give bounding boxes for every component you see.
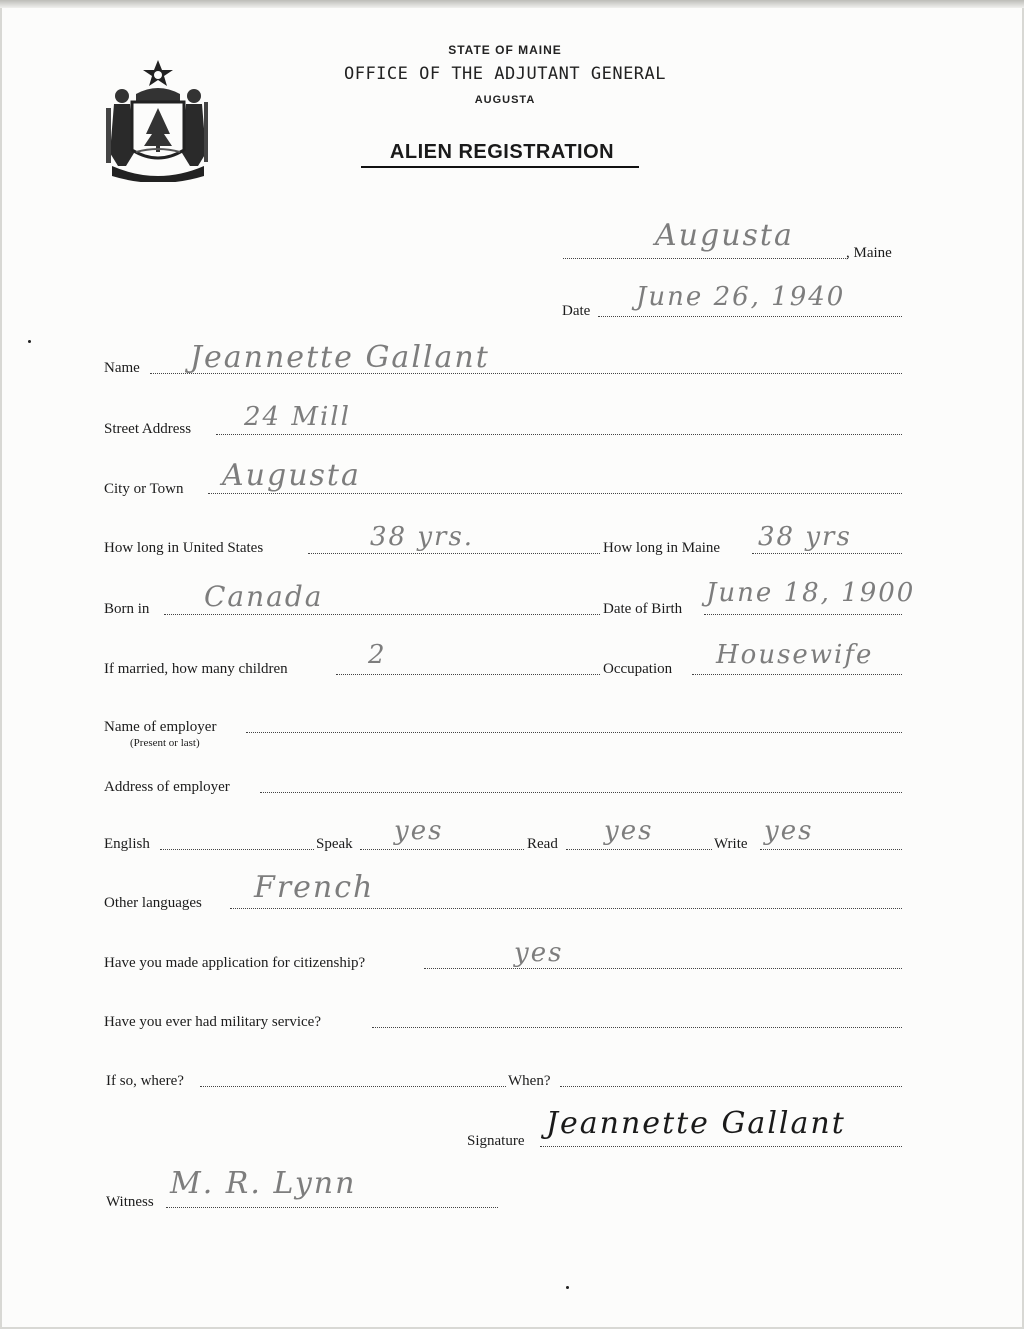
read-line — [566, 849, 712, 850]
place-value: Augusta — [655, 218, 794, 253]
street-value: 24 Mill — [244, 402, 351, 432]
dob-label: Date of Birth — [603, 601, 683, 617]
city-line — [208, 493, 902, 494]
how-long-us-line — [308, 553, 600, 554]
speak-value: yes — [394, 816, 444, 846]
signature-line — [540, 1146, 902, 1147]
form-title: ALIEN REGISTRATION — [389, 141, 615, 163]
dob-line — [704, 614, 902, 615]
where-label: If so, where? — [106, 1073, 184, 1089]
when-line — [560, 1086, 902, 1087]
state-seal-icon — [104, 58, 212, 182]
born-in-line — [164, 614, 600, 615]
how-long-maine-value: 38 yrs — [758, 522, 852, 552]
employer-address-label: Address of employer — [104, 779, 230, 795]
citizenship-value: yes — [514, 938, 564, 968]
witness-line — [166, 1207, 498, 1208]
street-line — [216, 434, 902, 435]
title-underline — [361, 166, 639, 168]
city-heading: AUGUSTA — [474, 94, 536, 106]
dob-value: June 18, 1900 — [706, 578, 916, 608]
when-label: When? — [508, 1073, 551, 1089]
military-line — [372, 1027, 902, 1028]
state-heading: STATE OF MAINE — [448, 43, 562, 57]
occupation-line — [692, 674, 902, 675]
name-label: Name — [104, 360, 140, 376]
born-in-value: Canada — [204, 580, 324, 613]
read-value: yes — [604, 816, 654, 846]
city-label: City or Town — [104, 481, 184, 497]
date-label: Date — [562, 303, 591, 319]
children-label: If married, how many children — [104, 661, 288, 677]
place-line — [563, 258, 848, 259]
city-value: Augusta — [222, 458, 361, 493]
how-long-maine-label: How long in Maine — [603, 540, 721, 556]
write-line — [760, 849, 902, 850]
other-languages-value: French — [254, 870, 375, 905]
employer-label: Name of employer — [104, 719, 217, 735]
signature-label: Signature — [467, 1133, 525, 1149]
children-line — [336, 674, 600, 675]
occupation-label: Occupation — [603, 661, 673, 677]
english-line — [160, 849, 314, 850]
how-long-us-label: How long in United States — [104, 540, 264, 556]
stray-mark — [566, 1286, 569, 1289]
signature-value: Jeannette Gallant — [546, 1106, 846, 1141]
witness-label: Witness — [106, 1194, 154, 1210]
speak-line — [360, 849, 524, 850]
how-long-us-value: 38 yrs. — [370, 522, 475, 552]
speak-label: Speak — [316, 836, 353, 852]
office-heading: OFFICE OF THE ADJUTANT GENERAL — [343, 64, 667, 84]
how-long-maine-line — [752, 553, 902, 554]
other-languages-line — [230, 908, 902, 909]
date-line — [598, 316, 902, 317]
employer-address-line — [260, 792, 902, 793]
street-label: Street Address — [104, 421, 192, 437]
employer-sublabel: (Present or last) — [130, 737, 200, 749]
scan-edge — [0, 0, 1024, 8]
read-label: Read — [527, 836, 558, 852]
write-label: Write — [714, 836, 748, 852]
witness-value: M. R. Lynn — [170, 1166, 357, 1201]
employer-line — [246, 732, 902, 733]
citizenship-label: Have you made application for citizenship? — [104, 955, 366, 971]
children-value: 2 — [368, 640, 387, 670]
citizenship-line — [424, 968, 902, 969]
stray-mark — [28, 340, 31, 343]
name-value: Jeannette Gallant — [190, 340, 490, 375]
occupation-value: Housewife — [716, 640, 874, 670]
military-label: Have you ever had military service? — [104, 1014, 321, 1030]
other-languages-label: Other languages — [104, 895, 202, 911]
born-in-label: Born in — [104, 601, 150, 617]
write-value: yes — [764, 816, 814, 846]
where-line — [200, 1086, 506, 1087]
maine-label: , Maine — [846, 245, 892, 261]
english-label: English — [104, 836, 150, 852]
date-value: June 26, 1940 — [636, 282, 846, 312]
